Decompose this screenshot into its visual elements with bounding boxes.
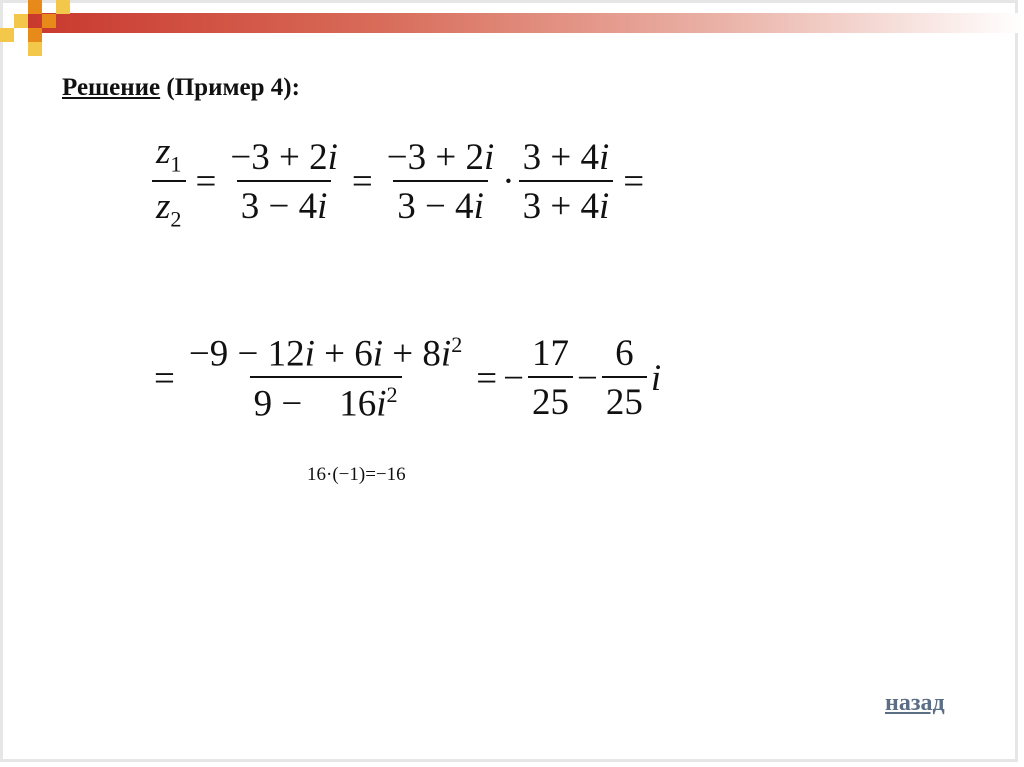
fraction-17-25: $\frac{17}{25}$ <box>528 335 573 421</box>
solution-title <box>62 74 300 102</box>
equation-line-1 <box>148 133 650 230</box>
fraction-6-25: $\frac{6}{25}$ <box>602 335 647 421</box>
equals-sign: = <box>195 161 217 203</box>
substitution-note: 16·(−1)=−16 <box>307 464 406 485</box>
equals-sign: = <box>476 357 498 399</box>
title-underlined: Решение <box>62 74 161 101</box>
fraction-1: $\frac{-3 + 2i}{3 - 4i}$ <box>230 136 338 227</box>
fraction-expanded: $\frac{-9 - 12i + 6i + 8i^2}{9 - 16i^2}$ <box>188 332 463 425</box>
decor-square <box>28 42 42 56</box>
title-rest: (Пример 4): <box>160 74 300 101</box>
header-bar <box>28 13 1024 33</box>
decor-square <box>56 0 70 14</box>
equation-line-2 <box>148 334 661 423</box>
decor-square <box>42 14 56 28</box>
fraction-2: $\frac{-3 + 2i}{3 - 4i}$ <box>386 136 495 227</box>
equals-sign: = <box>351 161 373 203</box>
equals-sign: = <box>154 357 175 399</box>
imaginary-unit: i <box>650 357 662 399</box>
back-link[interactable]: назад <box>885 690 945 716</box>
fraction-z1-z2: $\frac{z_1}{z_2}$ <box>152 133 186 230</box>
fraction-conjugate: $\frac{3 + 4i}{3 + 4i}$ <box>519 139 614 225</box>
decor-square <box>14 14 28 28</box>
minus-sign: − <box>577 357 598 399</box>
dot-operator: · <box>502 161 515 203</box>
decor-square <box>28 0 42 14</box>
decor-square <box>28 28 42 42</box>
decor-square <box>0 28 14 42</box>
minus-sign: − <box>503 357 525 399</box>
equals-sign: = <box>623 161 645 203</box>
